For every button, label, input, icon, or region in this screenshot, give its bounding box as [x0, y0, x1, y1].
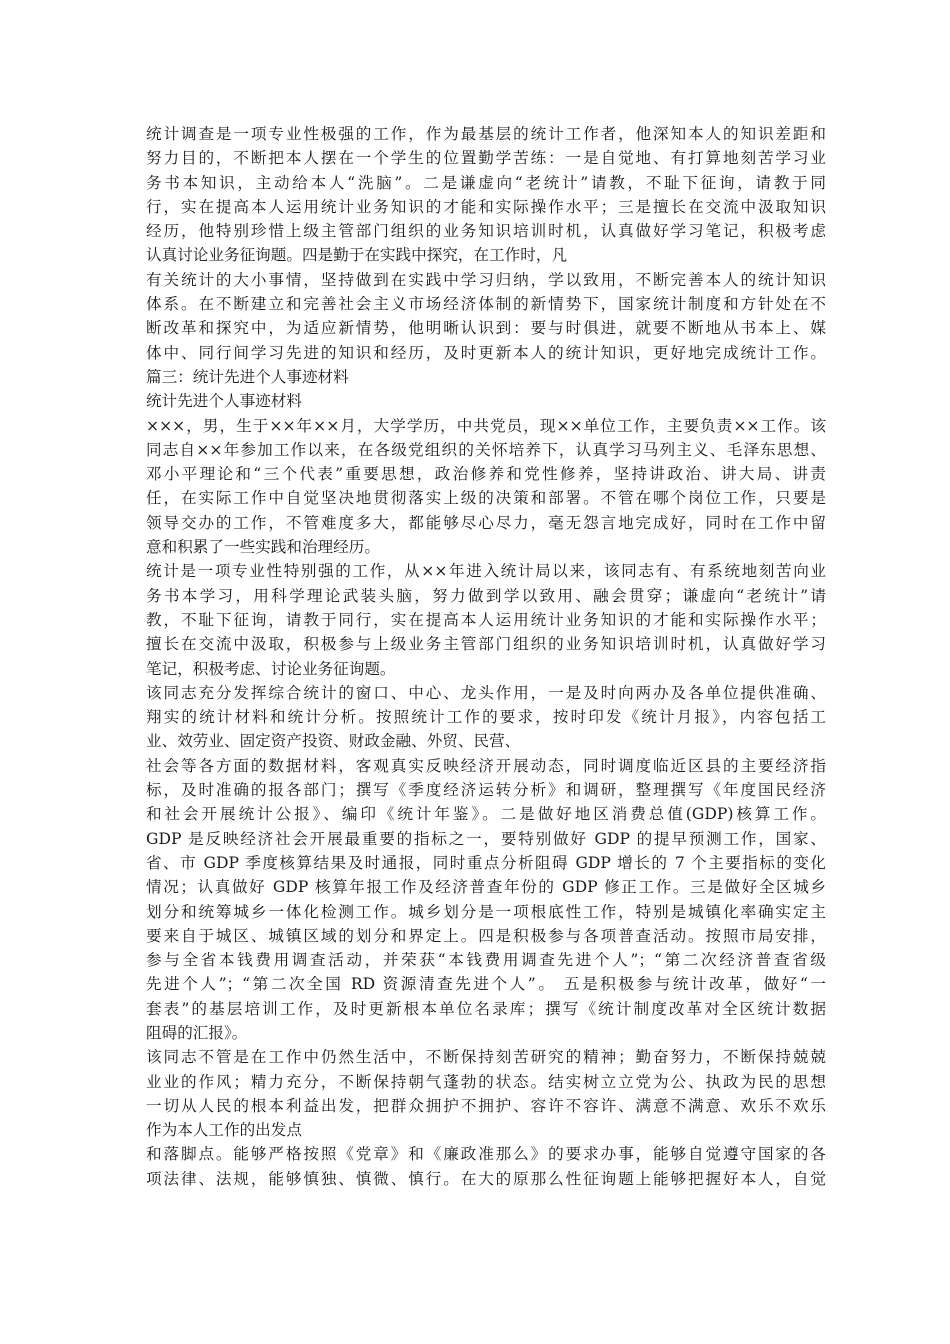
text-line: 统计是一项专业性特别强的工作，从××年进入统计局以来，该同志有、有系统地刻苦向业 — [146, 562, 826, 581]
text-line: 擅长在交流中汲取，积极参与上级业务主管部门组织的业务知识培训时机，认真做好学习 — [146, 635, 826, 654]
text-line: 同志自××年参加工作以来，在各级党组织的关怀培养下，认真学习马列主义、毛泽东思想、 — [146, 440, 826, 459]
text-line: 社会等各方面的数据材料，客观真实反映经济开展动态，同时调度临近区县的主要经济指 — [146, 756, 826, 775]
text-line: GDP 是反映经济社会开展最重要的指标之一，要特别做好 GDP 的提早预测工作，国家、 — [146, 829, 826, 848]
text-line: 教，不耻下征询，请教于同行，实在提高本人运用统计业务知识的才能和实际操作水平； — [146, 610, 826, 629]
text-line: 该同志充分发挥综合统计的窗口、中心、龙头作用，一是及时向两办及各单位提供准确、 — [146, 683, 826, 702]
text-line: 意和积累了一些实践和治理经历。 — [146, 538, 380, 557]
text-line: 体中、同行间学习先进的知识和经历，及时更新本人的统计知识，更好地完成统计工作。 — [146, 343, 826, 362]
text-line: 先进个人”；“第二次全国 RD 资源清查先进个人”。 五是积极参与统计改革，做好“一 — [146, 975, 826, 994]
text-line: 该同志不管是在工作中仍然生活中，不断保持刻苦研究的精神；勤奋努力，不断保持兢兢 — [146, 1048, 826, 1067]
text-line: 省、市 GDP 季度核算结果及时通报，同时重点分析阻碍 GDP 增长的 7 个主要指标的变化 — [146, 853, 826, 872]
text-line: 项法律、法规，能够慎独、慎微、慎行。在大的原那么性征询题上能够把握好本人，自觉 — [146, 1169, 826, 1188]
text-line: 业业的作风；精力充分，不断保持朝气蓬勃的状态。结实树立立党为公、执政为民的思想 — [146, 1072, 826, 1091]
text-line: 套表”的基层培训工作，及时更新根本单位名录库；撰写《统计制度改革对全区统计数据 — [146, 999, 826, 1018]
text-line: ×××，男，生于××年××月，大学学历，中共党员，现××单位工作，主要负责××工作。该 — [146, 416, 826, 435]
document-body — [146, 122, 826, 1191]
text-line: 作为本人工作的出发点 — [146, 1121, 302, 1140]
section-heading: 篇三：统计先进个人事迹材料 — [146, 367, 349, 386]
text-line: 参与全省本钱费用调查活动，并荣获“本钱费用调查先进个人”；“第二次经济普查省级 — [146, 951, 826, 970]
text-line: 行，实在提高本人运用统计业务知识的才能和实际操作水平；三是擅长在交流中汲取知识 — [146, 197, 826, 216]
text-line: 断改革和探究中，为适应新情势，他明晰认识到：要与时俱进，就要不断地从书本上、媒 — [146, 319, 826, 338]
text-line: 体系。在不断建立和完善社会主义市场经济体制的新情势下，国家统计制度和方针处在不 — [146, 295, 826, 314]
text-line: 要来自于城区、城镇区域的划分和界定上。四是积极参与各项普查活动。按照市局安排， — [146, 926, 826, 945]
text-line: 统计调查是一项专业性极强的工作，作为最基层的统计工作者，他深知本人的知识差距和 — [146, 125, 826, 143]
text-line: 翔实的统计材料和统计分析。按照统计工作的要求，按时印发《统计月报》，内容包括工 — [146, 708, 826, 727]
text-line: 情况；认真做好 GDP 核算年报工作及经济普查年份的 GDP 修正工作。三是做好全区城乡 — [146, 878, 826, 897]
text-line: 经历，他特别珍惜上级主管部门组织的业务知识培训时机，认真做好学习笔记，积极考虑 — [146, 222, 826, 241]
text-line: 务书本学习，用科学理论武装头脑，努力做到学以致用、融会贯穿；谦虚向“老统计”请 — [146, 586, 826, 605]
text-line: 划分和统筹城乡一体化检测工作。城乡划分是一项根底性工作，特别是城镇化率确实定主 — [146, 902, 826, 921]
document-title: 统计先进个人事迹材料 — [146, 392, 302, 411]
text-line: 和社会开展统计公报》、编印《统计年鉴》。二是做好地区消费总值(GDP)核算工作。 — [146, 805, 826, 824]
text-line: 有关统计的大小事情，坚持做到在实践中学习归纳，学以致用，不断完善本人的统计知识 — [146, 270, 826, 289]
text-line: 阻碍的汇报》。 — [146, 1023, 248, 1042]
text-line: 务书本知识，主动给本人“洗脑”。二是谦虚向“老统计”请教，不耻下征询，请教于同 — [146, 173, 826, 192]
text-line: 努力目的，不断把本人摆在一个学生的位置勤学苦练：一是自觉地、有打算地刻苦学习业 — [146, 149, 826, 168]
text-line: 笔记，积极考虑、讨论业务征询题。 — [146, 659, 396, 678]
text-line: 和落脚点。能够严格按照《党章》和《廉政准那么》的要求办事，能够自觉遵守国家的各 — [146, 1145, 826, 1164]
text-line: 领导交办的工作，不管难度多大，都能够尽心尽力，毫无怨言地完成好，同时在工作中留 — [146, 513, 826, 532]
text-line: 邓小平理论和“三个代表”重要思想，政治修养和党性修养，坚持讲政治、讲大局、讲责 — [146, 465, 826, 484]
text-line: 业、效劳业、固定资产投资、财政金融、外贸、民营、 — [146, 732, 521, 751]
text-line: 一切从人民的根本利益出发，把群众拥护不拥护、容许不容许、满意不满意、欢乐不欢乐 — [146, 1096, 826, 1115]
text-line: 任，在实际工作中自觉坚决地贯彻落实上级的决策和部署。不管在哪个岗位工作，只要是 — [146, 489, 826, 508]
text-line: 认真讨论业务征询题。四是勤于在实践中探究，在工作时，凡 — [146, 246, 568, 265]
text-line: 标，及时准确的报各部门；撰写《季度经济运转分析》和调研，整理撰写《年度国民经济 — [146, 781, 826, 800]
